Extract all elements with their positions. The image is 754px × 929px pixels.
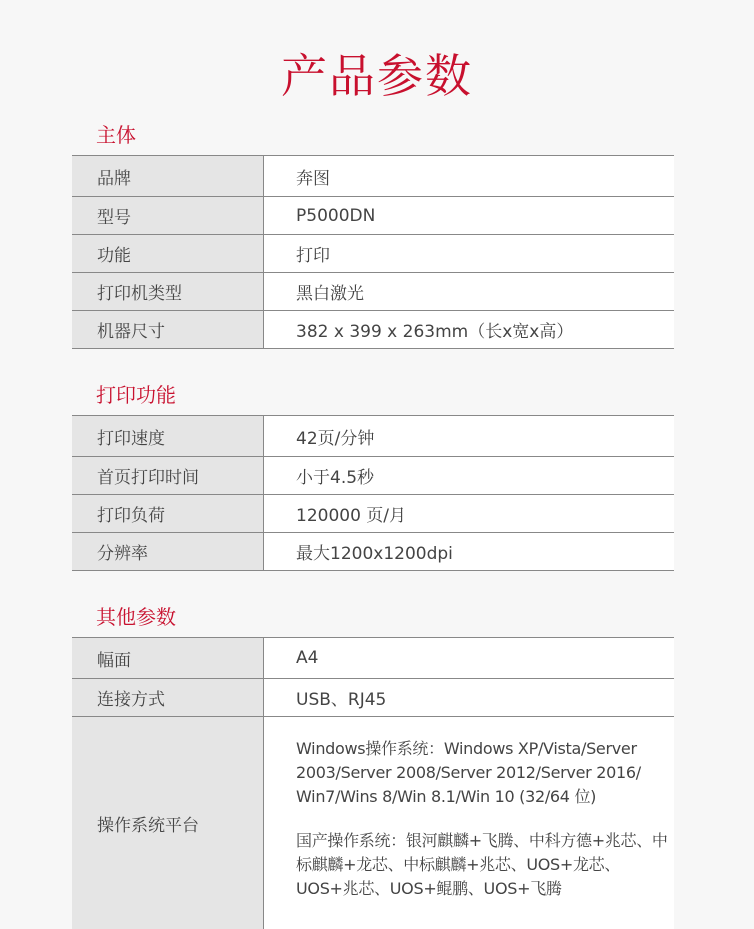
table-row [72,235,674,273]
row-value: 奔图 [263,156,674,196]
row-label: 分辨率 [72,533,263,570]
spec-table [72,155,674,349]
table-row [72,156,674,197]
section-title: 其他参数 [96,605,176,629]
row-value: 42页/分钟 [263,416,674,456]
row-value: 小于4.5秒 [263,457,674,494]
table-row [72,311,674,349]
row-label: 型号 [72,197,263,234]
section-title: 主体 [96,123,136,147]
table-row [72,679,674,717]
row-label: 操作系统平台 [72,717,263,929]
table-row [72,533,674,571]
spec-table [72,415,674,571]
table-row [72,416,674,457]
table-row [72,638,674,679]
row-label: 功能 [72,235,263,272]
table-row [72,273,674,311]
row-label: 连接方式 [72,679,263,716]
row-label: 幅面 [72,638,263,678]
spec-table [72,637,674,929]
row-value: 最大1200x1200dpi [263,533,674,570]
row-label: 机器尺寸 [72,311,263,348]
row-value: 120000 页/月 [263,495,674,532]
os-domestic-text: 国产操作系统：银河麒麟+飞腾、中科方德+兆芯、中标麒麟+龙芯、中标麒麟+兆芯、UOS+龙芯、UOS+兆芯、UOS+鲲鹏、UOS+飞腾 [296,831,668,898]
row-value: 黑白激光 [263,273,674,310]
table-row [72,495,674,533]
row-value-os-list [263,717,674,929]
row-value: 382 x 399 x 263mm（长x宽x高） [263,311,674,348]
section-main [72,120,674,349]
table-row [72,717,674,929]
row-label: 打印机类型 [72,273,263,310]
row-label: 首页打印时间 [72,457,263,494]
row-value: 打印 [263,235,674,272]
page-title: 产品参数 [281,49,473,103]
section-title: 打印功能 [96,383,176,407]
section-print [72,380,674,571]
table-row [72,457,674,495]
row-label: 打印速度 [72,416,263,456]
row-value: USB、RJ45 [263,679,674,716]
row-value: P5000DN [263,197,674,234]
os-windows-text: Windows操作系统：Windows XP/Vista/Server 2003/Server 2008/Server 2012/Server 2016/ Win7/Wins 8/Win 8.1/Win 10 (32/64 位) [296,739,641,806]
table-row [72,197,674,235]
row-value: A4 [263,638,674,678]
section-other [72,602,674,929]
row-label: 品牌 [72,156,263,196]
row-label: 打印负荷 [72,495,263,532]
